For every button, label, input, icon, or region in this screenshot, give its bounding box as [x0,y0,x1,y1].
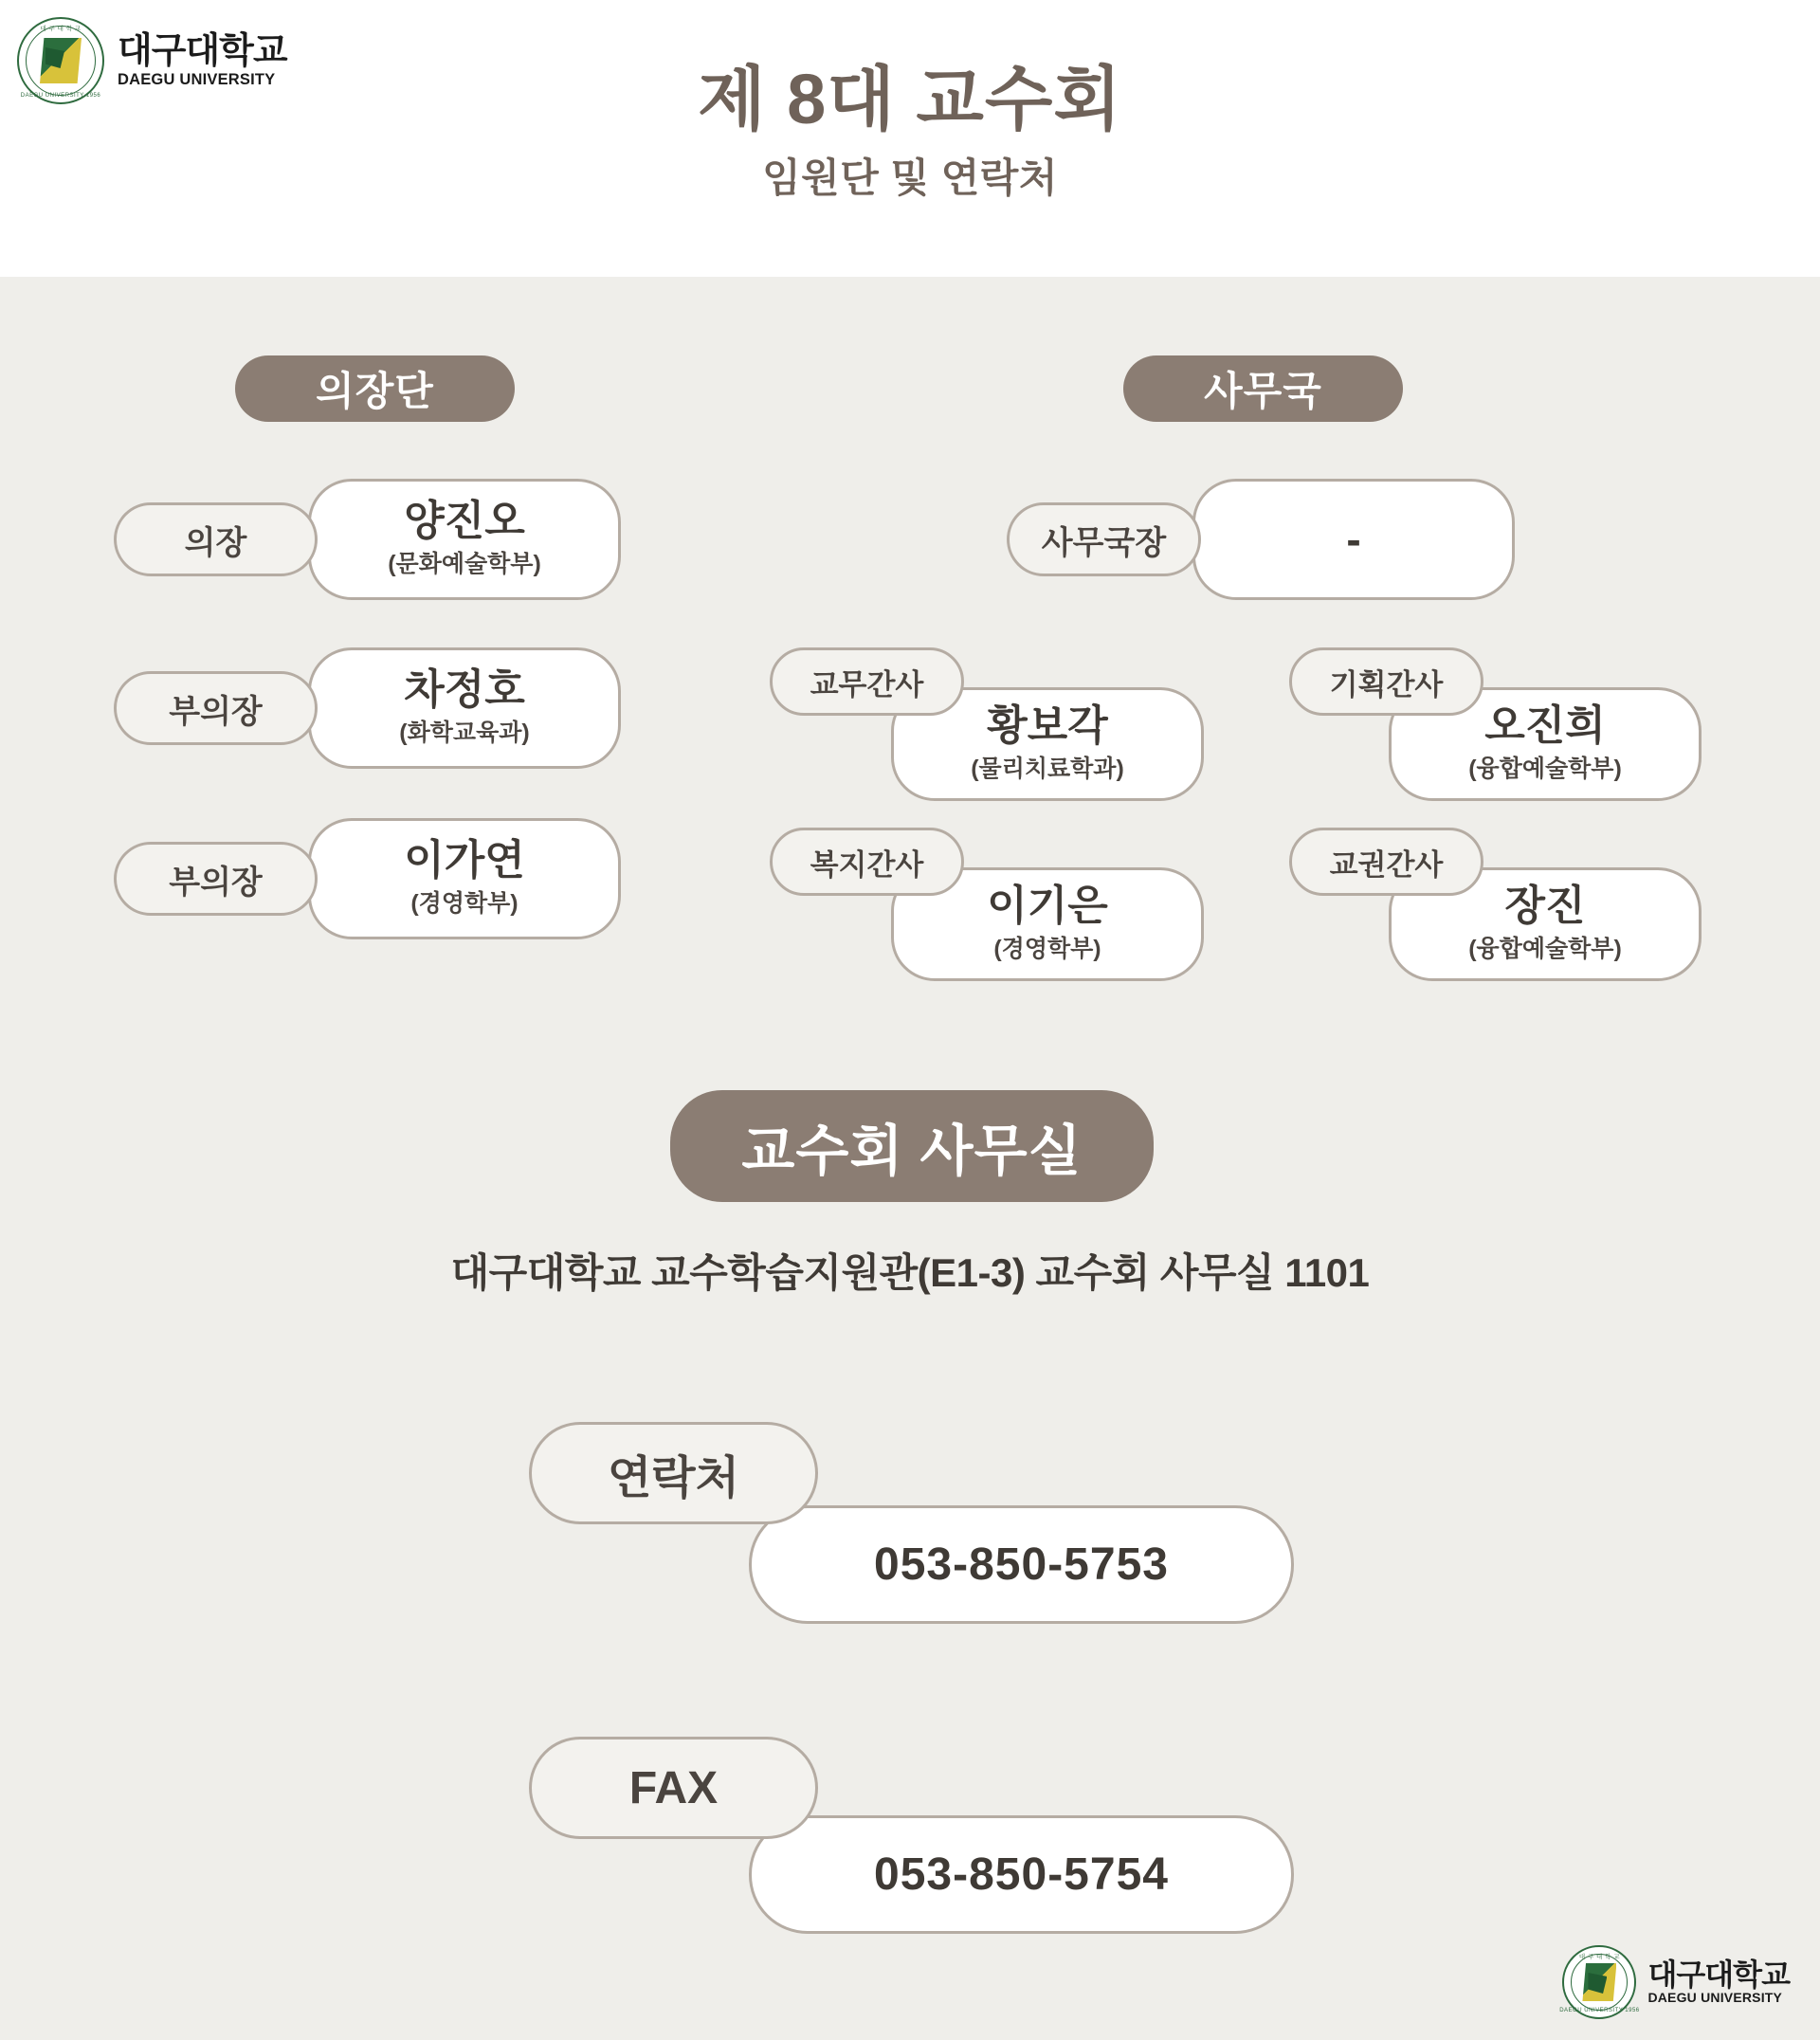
page-header [0,0,1820,277]
member-dept: (융합예술학부) [1468,936,1622,963]
footer-seal-shield-icon [1582,1963,1616,2001]
member-name: 차정호 [404,665,525,713]
section-heading-secretariat: 사무국 [1123,355,1403,422]
footer-university-name-kr: 대구대학교 [1647,1957,1790,1992]
footer-seal-bottom-text: DAEGU UNIVERSITY 1956 [1559,2008,1640,2013]
section-heading-chairs: 의장단 [235,355,515,422]
university-name-kr: 대구대학교 [118,30,287,71]
member-dept: (문화예술학부) [388,551,541,578]
role-chip-secretary-general: 사무국장 [1007,502,1201,576]
seal-bottom-text: DAEGU UNIVERSITY 1956 [20,93,101,99]
footer-university-name-en: DAEGU UNIVERSITY [1647,1990,1783,2006]
university-name-en: DAEGU UNIVERSITY [118,70,276,88]
role-chip-rights-secretary: 교권간사 [1289,828,1483,896]
section-heading-office: 교수회 사무실 [670,1090,1154,1202]
role-chip-vice-chair-1: 부의장 [114,671,318,745]
page-title: 제 8대 교수회 [698,60,1122,138]
footer-university-logo [1559,1945,1790,2019]
page-subtitle: 임원단 및 연락처 [762,155,1058,200]
label-phone: 연락처 [529,1422,818,1524]
member-dept: (경영학부) [993,936,1101,963]
role-chip-planning-secretary: 기획간사 [1289,647,1483,716]
member-name: 오진희 [1484,701,1606,749]
label-fax: FAX [529,1737,818,1839]
member-dept: (물리치료학과) [971,756,1124,783]
member-name: 이가연 [404,836,525,883]
member-card-secretary-general [1192,479,1515,600]
seal-top-text: 대 구 대 학 교 [40,26,82,32]
phone-number: 053-850-5753 [874,1539,1169,1590]
member-name: - [1346,514,1361,564]
role-chip-chair: 의장 [114,502,318,576]
office-address: 대구대학교 교수학습지원관(E1-3) 교수회 사무실 1101 [450,1250,1370,1295]
member-card-vice-chair-1 [308,647,621,769]
footer-seal-top-text: 대 구 대 학 교 [1578,1954,1620,1960]
fax-number: 053-850-5754 [874,1849,1169,1900]
role-chip-academic-secretary: 교무간사 [770,647,964,716]
member-name: 장진 [1504,882,1586,929]
footer-university-seal-icon [1559,1945,1640,2019]
member-dept: (화학교육과) [399,719,530,747]
value-fax [749,1815,1294,1934]
value-phone [749,1505,1294,1624]
member-dept: (융합예술학부) [1468,756,1622,783]
footer-logo-text [1647,1959,1790,2006]
member-dept: (경영학부) [410,890,519,918]
member-name: 이기은 [987,882,1108,929]
role-chip-welfare-secretary: 복지간사 [770,828,964,896]
role-chip-vice-chair-2: 부의장 [114,842,318,916]
member-name: 황보각 [987,701,1108,749]
member-card-vice-chair-2 [308,818,621,939]
member-card-chair [308,479,621,600]
member-name: 양진오 [404,497,525,544]
